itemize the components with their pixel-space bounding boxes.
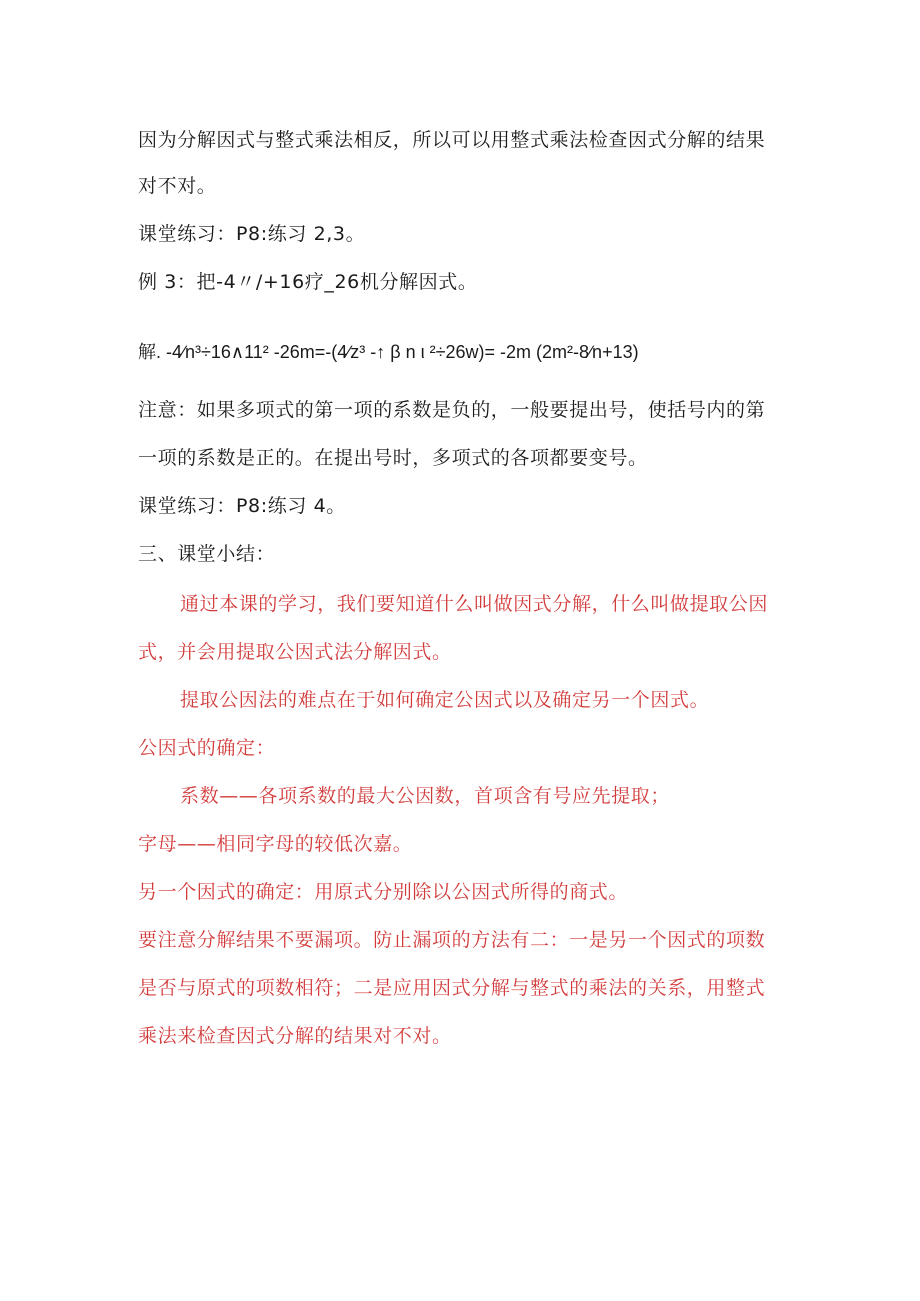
summary-line: 公因式的确定：: [138, 737, 276, 759]
solution-equation: 解. -4∕n³÷16∧11² -26m=-(4∕z³ -↑ β n ι ²÷26w)= -2m (2m²-8∕n+13): [138, 342, 639, 362]
summary-line: 式，并会用提取公因式法分解因式。: [138, 641, 452, 663]
example-line: 例 3：把-4〃/+16疗_26机分解因式。: [138, 271, 478, 293]
summary-line: 通过本课的学习，我们要知道什么叫做因式分解，什么叫做提取公因: [180, 593, 769, 615]
summary-line: 是否与原式的项数相符；二是应用因式分解与整式的乘法的关系，用整式: [138, 977, 766, 999]
paragraph-line: 对不对。: [138, 175, 217, 197]
section-heading: 三、课堂小结：: [138, 543, 276, 565]
summary-line: 系数——各项系数的最大公因数，首项含有号应先提取；: [180, 785, 671, 807]
summary-line: 乘法来检查因式分解的结果对不对。: [138, 1025, 452, 1047]
summary-line: 要注意分解结果不要漏项。防止漏项的方法有二：一是另一个因式的项数: [138, 929, 766, 951]
exercise-line: 课堂练习：P8:练习 2,3。: [138, 223, 366, 245]
paragraph-line: 因为分解因式与整式乘法相反，所以可以用整式乘法检查因式分解的结果: [138, 129, 766, 151]
summary-line: 另一个因式的确定：用原式分别除以公因式所得的商式。: [138, 881, 629, 903]
summary-line: 字母——相同字母的较低次嘉。: [138, 833, 413, 855]
exercise-line: 课堂练习：P8:练习 4。: [138, 495, 346, 517]
note-line: 一项的系数是正的。在提出号时，多项式的各项都要变号。: [138, 447, 648, 469]
note-line: 注意：如果多项式的第一项的系数是负的，一般要提出号，使括号内的第: [138, 399, 766, 421]
summary-line: 提取公因法的难点在于如何确定公因式以及确定另一个因式。: [180, 689, 710, 711]
